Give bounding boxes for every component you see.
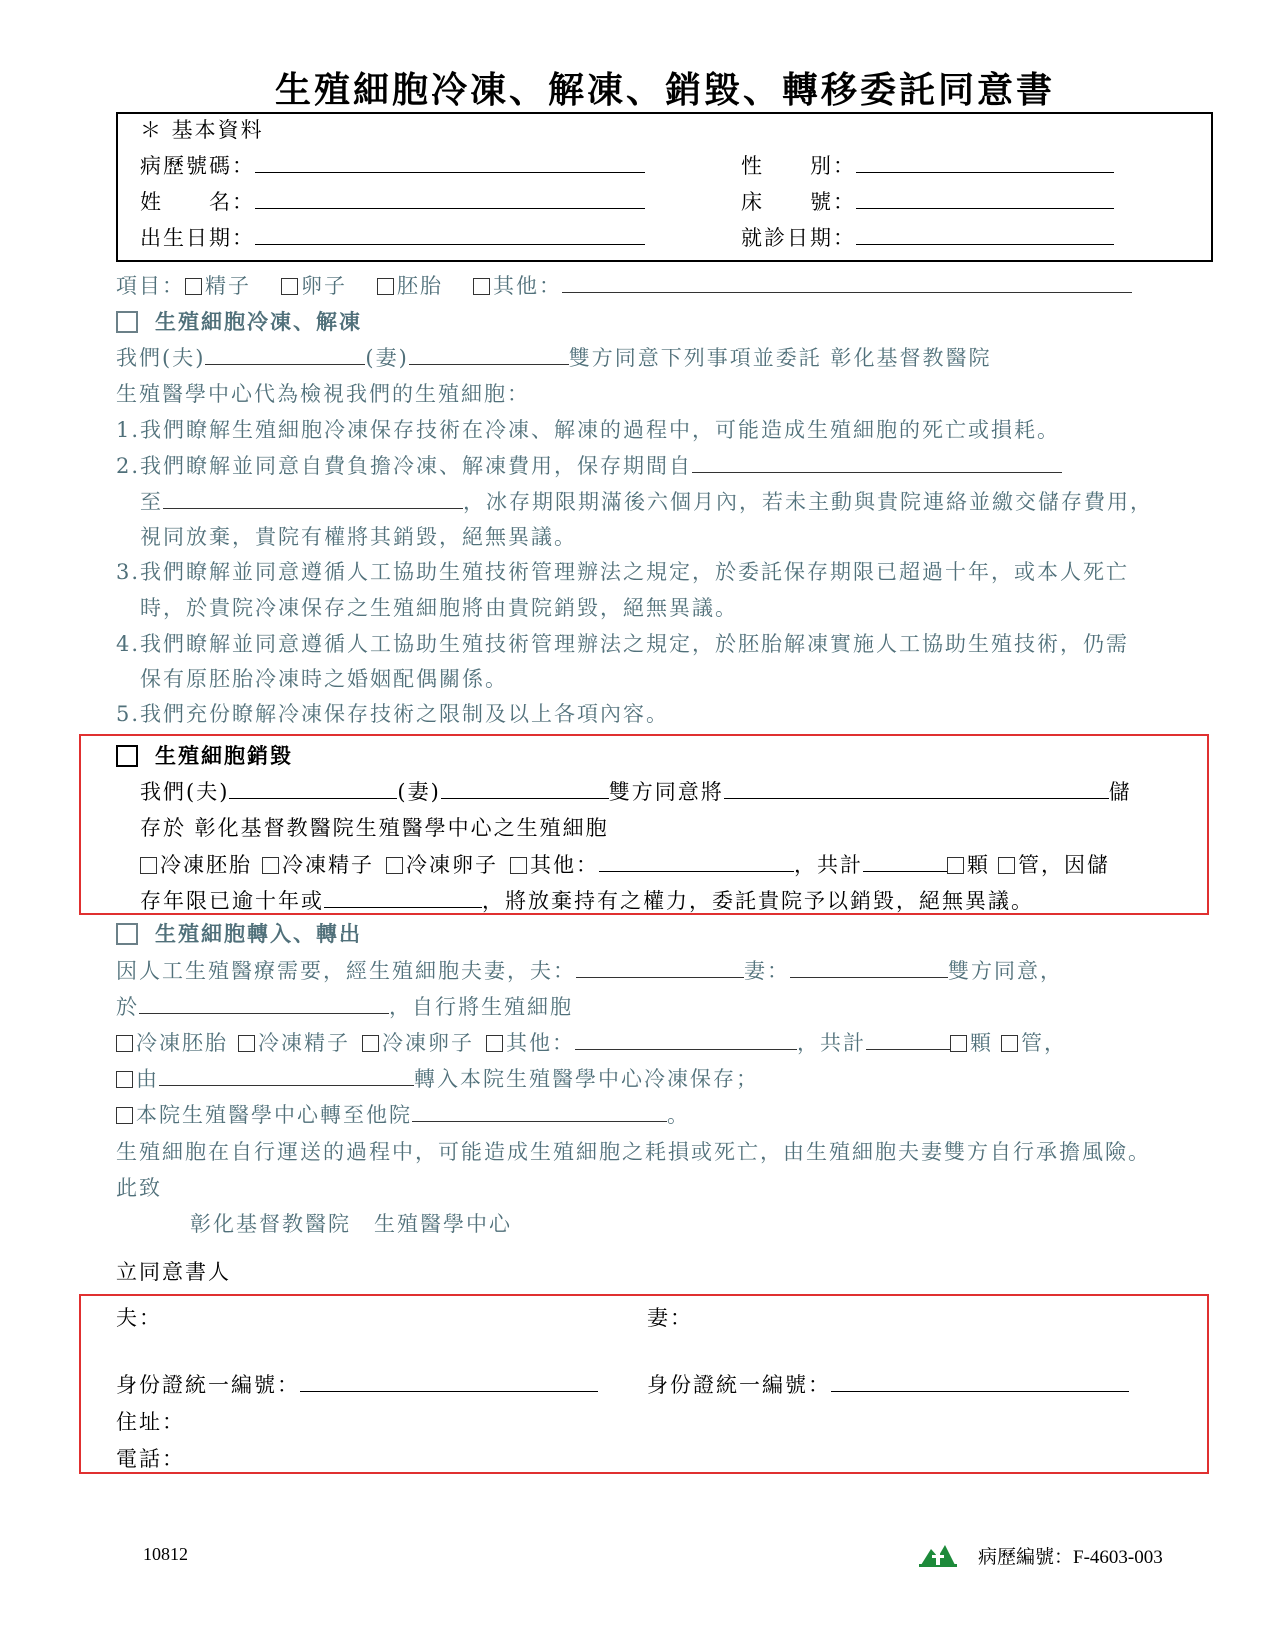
version-number: 10812 bbox=[143, 1544, 188, 1564]
destroy-reason-input[interactable] bbox=[324, 889, 482, 908]
visit-input[interactable] bbox=[856, 226, 1114, 245]
transfer-heading-row bbox=[116, 918, 362, 948]
sex-input[interactable] bbox=[856, 154, 1114, 173]
freeze-item3: 3.我們瞭解並同意遵循人工協助生殖技術管理辦法之規定，於委託保存期限已超過十年，或本人死亡 bbox=[116, 560, 1130, 584]
name-label: 姓 名： bbox=[140, 190, 255, 214]
birth-input[interactable] bbox=[255, 226, 645, 245]
freeze-item2-cont bbox=[140, 486, 1153, 516]
husband-id-field bbox=[116, 1369, 598, 1399]
items-label: 項目： bbox=[116, 274, 185, 298]
item2-cont-text: ，冰存期限期滿後六個月內，若未主動與貴院連絡並繳交儲存費用， bbox=[463, 490, 1153, 514]
item2-text: 2.我們瞭解並同意自費負擔冷凍、解凍費用，保存期間自 bbox=[116, 454, 693, 478]
destroy-tube-label: 管，因儲 bbox=[1018, 853, 1110, 877]
destroy-heading: 生殖細胞銷毀 bbox=[155, 743, 293, 768]
transfer-embryo-checkbox[interactable] bbox=[116, 1035, 133, 1052]
destroy-embryo-checkbox[interactable] bbox=[140, 857, 157, 874]
freeze-consent-text: 雙方同意下列事項並委託 彰化基督教醫院 bbox=[568, 346, 992, 370]
transfer-sperm-label: 冷凍精子 bbox=[258, 1031, 350, 1055]
signature-heading: 立同意書人 bbox=[116, 1260, 231, 1284]
destroy-item-input[interactable] bbox=[724, 780, 1109, 799]
record-no-label: 病歷號碼： bbox=[140, 154, 255, 178]
wife-signature-label: 妻： bbox=[647, 1306, 693, 1330]
other-input[interactable] bbox=[562, 274, 1132, 293]
destroy-section-checkbox[interactable] bbox=[116, 745, 138, 767]
sperm-label: 精子 bbox=[205, 274, 251, 298]
destroy-other-label: 其他： bbox=[530, 853, 599, 877]
wife-id-field bbox=[647, 1369, 1129, 1399]
storage-end-input[interactable] bbox=[163, 490, 463, 509]
transfer-wife-input[interactable] bbox=[790, 959, 948, 978]
transfer-egg-checkbox[interactable] bbox=[362, 1035, 379, 1052]
destroy-options-row bbox=[140, 849, 1110, 879]
visit-label: 就診日期： bbox=[741, 226, 856, 250]
destroy-sperm-label: 冷凍精子 bbox=[282, 853, 374, 877]
transfer-from-input[interactable] bbox=[159, 1067, 414, 1086]
freeze-item5: 5.我們充份瞭解冷凍保存技術之限制及以上各項內容。 bbox=[116, 702, 670, 726]
to-label: 至 bbox=[140, 490, 163, 514]
wife-id-label: 身份證統一編號： bbox=[647, 1373, 831, 1397]
transfer-grain-label: 顆 bbox=[970, 1031, 993, 1055]
sperm-checkbox[interactable] bbox=[185, 278, 202, 295]
freeze-item3-cont: 時，於貴院冷凍保存之生殖細胞將由貴院銷毀，絕無異議。 bbox=[140, 596, 738, 620]
wife-label: (妻) bbox=[365, 346, 409, 370]
birth-label: 出生日期： bbox=[140, 226, 255, 250]
other-label: 其他： bbox=[493, 274, 562, 298]
transfer-line2-text: ，自行將生殖細胞 bbox=[389, 995, 573, 1019]
items-row bbox=[116, 270, 1132, 300]
destroy-husband-label: 我們(夫) bbox=[140, 780, 230, 804]
transfer-grain-checkbox[interactable] bbox=[950, 1035, 967, 1052]
transfer-other-label: 其他： bbox=[506, 1031, 575, 1055]
destroy-grain-label: 顆 bbox=[967, 853, 990, 877]
birth-field bbox=[140, 222, 645, 252]
egg-label: 卵子 bbox=[301, 274, 347, 298]
destroy-husband-input[interactable] bbox=[229, 780, 397, 799]
wife-id-input[interactable] bbox=[831, 1373, 1129, 1392]
destroy-line4-text: 存年限已逾十年或 bbox=[140, 889, 324, 913]
bed-label: 床 號： bbox=[741, 190, 856, 214]
transfer-to-input[interactable] bbox=[412, 1103, 667, 1122]
transfer-total-label: ，共計 bbox=[797, 1031, 866, 1055]
destroy-line1 bbox=[140, 776, 1132, 806]
transfer-in-checkbox[interactable] bbox=[116, 1071, 133, 1088]
embryo-checkbox[interactable] bbox=[377, 278, 394, 295]
recipient: 彰化基督教醫院 生殖醫學中心 bbox=[190, 1212, 512, 1236]
freeze-line1 bbox=[116, 342, 991, 372]
phone-label: 電話： bbox=[116, 1447, 185, 1471]
record-no-field bbox=[140, 150, 645, 180]
transfer-count-input[interactable] bbox=[866, 1031, 950, 1050]
transfer-risk: 生殖細胞在自行運送的過程中，可能造成生殖細胞之耗損或死亡，由生殖細胞夫妻雙方自行承擔風險。 bbox=[116, 1140, 1151, 1164]
transfer-heading: 生殖細胞轉入、轉出 bbox=[155, 921, 362, 946]
destroy-wife-input[interactable] bbox=[441, 780, 609, 799]
embryo-label: 胚胎 bbox=[397, 274, 443, 298]
destroy-count-input[interactable] bbox=[863, 853, 947, 872]
transfer-other-input[interactable] bbox=[575, 1031, 797, 1050]
transfer-tube-label: 管， bbox=[1021, 1031, 1067, 1055]
transfer-husband-label: 因人工生殖醫療需要，經生殖細胞夫妻，夫： bbox=[116, 959, 576, 983]
freeze-item2 bbox=[116, 450, 1062, 480]
destroy-other-input[interactable] bbox=[599, 853, 794, 872]
destroy-tube-checkbox[interactable] bbox=[998, 857, 1015, 874]
egg-checkbox[interactable] bbox=[281, 278, 298, 295]
freeze-husband-input[interactable] bbox=[205, 346, 365, 365]
transfer-tube-checkbox[interactable] bbox=[1001, 1035, 1018, 1052]
other-checkbox[interactable] bbox=[473, 278, 490, 295]
bed-input[interactable] bbox=[856, 190, 1114, 209]
husband-label: 我們(夫) bbox=[116, 346, 206, 370]
transfer-sperm-checkbox[interactable] bbox=[238, 1035, 255, 1052]
transfer-husband-input[interactable] bbox=[576, 959, 744, 978]
destroy-line4 bbox=[140, 885, 1034, 915]
transfer-to-row bbox=[116, 1099, 690, 1129]
record-code: 病歷編號：F-4603-003 bbox=[978, 1547, 1163, 1568]
husband-signature-label: 夫： bbox=[116, 1306, 162, 1330]
transfer-section-checkbox[interactable] bbox=[116, 923, 138, 945]
basic-info-heading: ＊ 基本資料 bbox=[140, 118, 264, 142]
husband-id-input[interactable] bbox=[300, 1373, 598, 1392]
destroy-line1-end: 儲 bbox=[1108, 780, 1132, 804]
sex-label: 性 別： bbox=[741, 154, 856, 178]
freeze-line2: 生殖醫學中心代為檢視我們的生殖細胞： bbox=[116, 382, 530, 406]
to-whom: 此致 bbox=[116, 1176, 162, 1200]
storage-start-input[interactable] bbox=[692, 454, 1062, 473]
destroy-other-checkbox[interactable] bbox=[510, 857, 527, 874]
destroy-total-label: ，共計 bbox=[794, 853, 863, 877]
form-title: 生殖細胞冷凍、解凍、銷毀、轉移委託同意書 bbox=[274, 69, 1055, 111]
destroy-egg-checkbox[interactable] bbox=[386, 857, 403, 874]
freeze-item1: 1.我們瞭解生殖細胞冷凍保存技術在冷凍、解凍的過程中，可能造成生殖細胞的死亡或損耗。 bbox=[116, 418, 1061, 442]
transfer-line2 bbox=[116, 991, 573, 1021]
destroy-line4-end: ，將放棄持有之權力，委託貴院予以銷毀，絕無異議。 bbox=[482, 889, 1034, 913]
freeze-wife-input[interactable] bbox=[409, 346, 569, 365]
destroy-wife-label: (妻) bbox=[397, 780, 441, 804]
transfer-to-end: 。 bbox=[667, 1103, 690, 1127]
transfer-consent-text: 雙方同意， bbox=[948, 959, 1063, 983]
freeze-item4: 4.我們瞭解並同意遵循人工協助生殖技術管理辦法之規定，於胚胎解凍實施人工協助生殖技術，仍需 bbox=[116, 632, 1130, 656]
record-no-input[interactable] bbox=[255, 154, 645, 173]
visit-field bbox=[741, 222, 1114, 252]
destroy-embryo-label: 冷凍胚胎 bbox=[160, 853, 252, 877]
destroy-consent-text: 雙方同意將 bbox=[608, 780, 724, 804]
destroy-heading-row bbox=[116, 740, 293, 770]
transfer-line1 bbox=[116, 955, 1063, 985]
name-input[interactable] bbox=[255, 190, 645, 209]
hospital-logo-icon bbox=[917, 1541, 959, 1569]
freeze-section-checkbox[interactable] bbox=[116, 311, 138, 333]
name-field bbox=[140, 186, 645, 216]
transfer-from-row bbox=[116, 1063, 759, 1093]
transfer-other-checkbox[interactable] bbox=[486, 1035, 503, 1052]
husband-id-label: 身份證統一編號： bbox=[116, 1373, 300, 1397]
transfer-wife-label: 妻： bbox=[744, 959, 790, 983]
transfer-date-input[interactable] bbox=[139, 995, 389, 1014]
freeze-heading-row bbox=[116, 306, 362, 336]
transfer-to-label: 本院生殖醫學中心轉至他院 bbox=[136, 1103, 412, 1127]
freeze-item4-cont: 保有原胚胎冷凍時之婚姻配偶關係。 bbox=[140, 667, 508, 691]
bed-field bbox=[741, 186, 1114, 216]
transfer-date-label: 於 bbox=[116, 995, 139, 1019]
address-label: 住址： bbox=[116, 1410, 185, 1434]
destroy-egg-label: 冷凍卵子 bbox=[406, 853, 498, 877]
transfer-options-row bbox=[116, 1027, 1067, 1057]
destroy-sperm-checkbox[interactable] bbox=[262, 857, 279, 874]
freeze-heading: 生殖細胞冷凍、解凍 bbox=[155, 309, 362, 334]
freeze-item2-end: 視同放棄，貴院有權將其銷毀，絕無異議。 bbox=[140, 525, 577, 549]
transfer-out-checkbox[interactable] bbox=[116, 1107, 133, 1124]
transfer-embryo-label: 冷凍胚胎 bbox=[136, 1031, 228, 1055]
sex-field bbox=[741, 150, 1114, 180]
transfer-from-text: 轉入本院生殖醫學中心冷凍保存； bbox=[414, 1067, 759, 1091]
destroy-line2: 存於 彰化基督教醫院生殖醫學中心之生殖細胞 bbox=[140, 816, 609, 840]
transfer-from-label: 由 bbox=[136, 1067, 159, 1091]
destroy-grain-checkbox[interactable] bbox=[947, 857, 964, 874]
transfer-egg-label: 冷凍卵子 bbox=[382, 1031, 474, 1055]
